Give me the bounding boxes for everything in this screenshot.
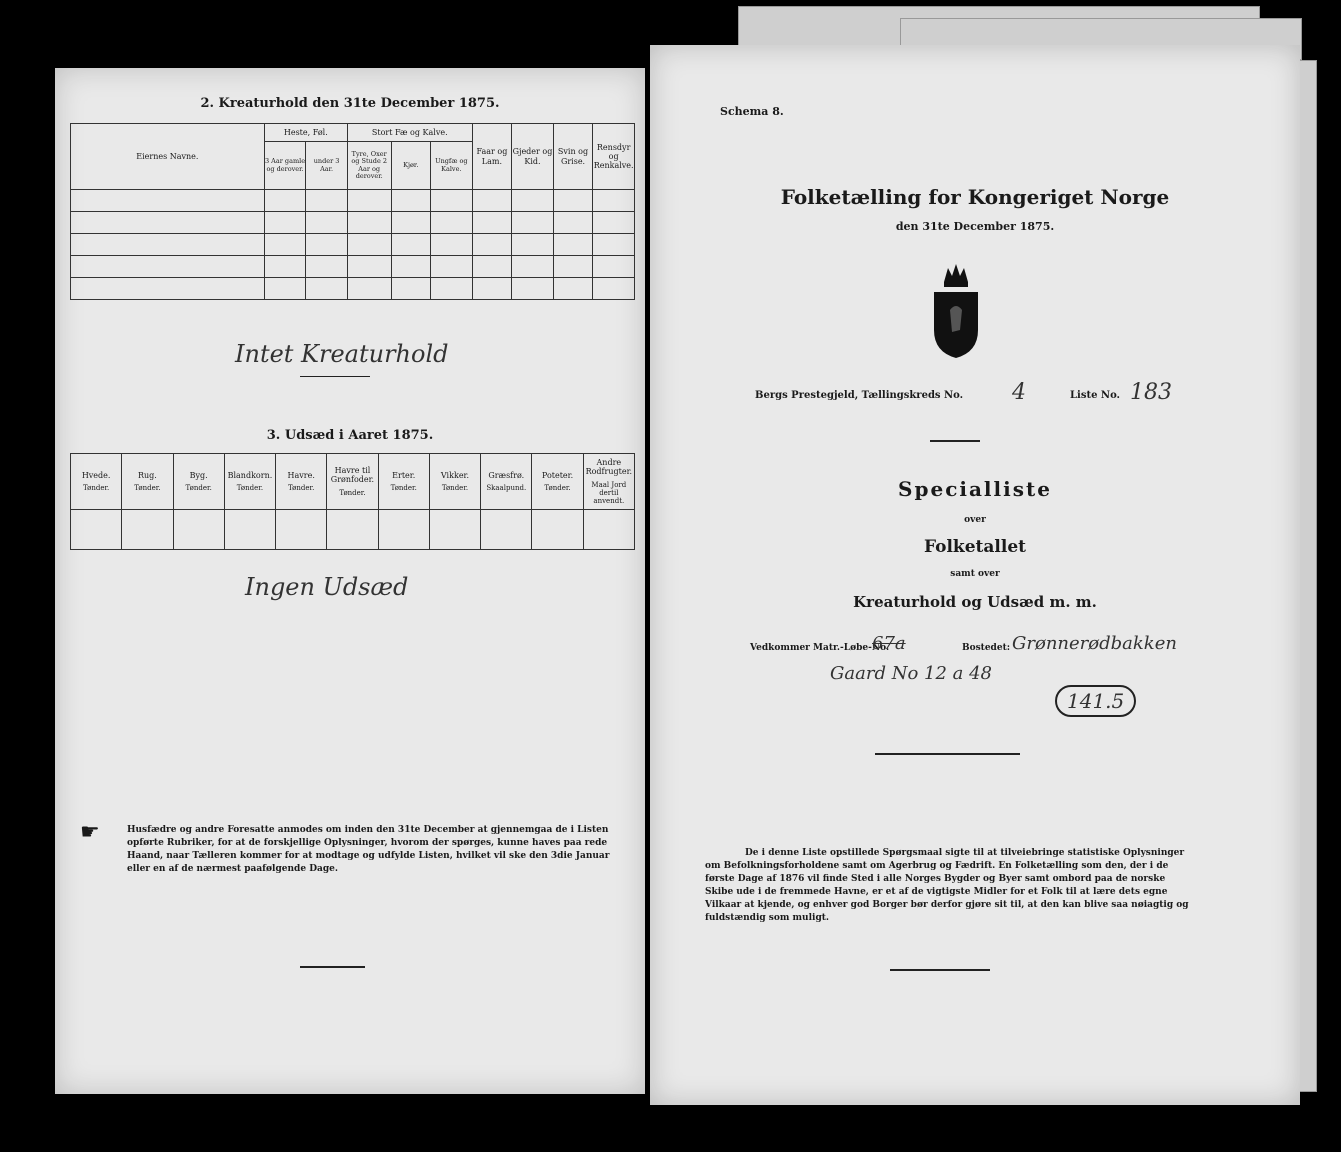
header-bulls: Tyre, Oxer og Stude 2 Aar og derover. [347,142,391,190]
kreaturhold-label: Kreaturhold og Udsæd m. m. [853,593,1097,611]
seed-header-cell [71,454,122,510]
bostedet-value: Grønnerødbakken [1012,633,1177,654]
seed-header-cell [276,454,327,510]
seed-header-cell [583,454,634,510]
household-notice: Husfædre og andre Foresatte anmodes om inden den 31te December at gjennemgaa de i Listen opførte Rubriker, for at de forskjellige Oplysninger, hvorom der spørges, kunne haves paa rede Haand, naar Tælleren kommer for at modtage og udfylde Listen, hvilket vil ske den 3die Januar eller en af de nærmest paafølgende Dage. [127,825,610,874]
seed-cell [224,510,275,550]
census-date: den 31te December 1875. [895,220,1055,233]
seed-header-cell [173,454,224,510]
table-row [71,190,635,212]
section2-title: 2. Kreaturhold den 31te December 1875. [200,96,500,111]
left-page [55,68,645,1094]
seed-cell [327,510,378,550]
header-young-cattle: Ungfæ og Kalve. [431,142,473,190]
seed-cell [276,510,327,550]
seed-header-top: Havre. [287,470,315,480]
seed-header-unit: Tønder. [390,484,417,493]
divider [300,966,365,968]
divider [875,753,1020,755]
table-row [71,278,635,300]
schema-label: Schema 8. [720,105,784,118]
handwritten-livestock: Intet Kreaturhold [235,340,449,368]
seed-header-unit: Tønder. [544,484,571,493]
pointing-hand-icon: ☛ [80,820,100,845]
seed-header-unit: Tønder. [236,484,264,493]
seed-header-cell [429,454,480,510]
seed-header-top: Blandkorn. [227,470,273,480]
divider [890,969,990,971]
section3-title: 3. Udsæd i Aaret 1875. [266,428,434,443]
samt-over-label: samt over [950,569,1000,579]
coat-of-arms-icon [930,260,982,360]
header-cattle: Stort Fæ og Kalve. [347,124,472,142]
table-row [71,256,635,278]
seed-header-unit: Skaalpund. [486,484,527,493]
seed-header-unit: Tønder. [441,484,469,493]
table-row [71,510,635,550]
divider [930,440,980,442]
over-label: over [964,515,986,525]
seed-header-unit: Tønder. [82,484,110,493]
seed-header-top: Byg. [189,470,208,480]
header-pigs: Svin og Grise. [553,124,593,190]
seed-cell [429,510,480,550]
header-sheep: Faar og Lam. [472,124,512,190]
seed-header-top: Græsfrø. [488,470,525,480]
matr-label: Vedkommer Matr.-Løbe-No. [750,643,890,653]
stamp-number: 141.5 [1055,685,1136,717]
folketallet-label: Folketallet [924,537,1026,557]
seed-header-top: Vikker. [440,470,470,480]
seed-header-cell [481,454,532,510]
seed-header-cell [532,454,583,510]
seed-cell [378,510,429,550]
divider [300,376,370,377]
seed-cell [583,510,634,550]
livestock-table [70,123,635,300]
gaard-line: Gaard No 12 a 48 [830,663,992,684]
table-row [71,234,635,256]
seed-header-top: Havre til Grønfoder. [330,466,375,485]
seed-cell [71,510,122,550]
seed-header-cell [122,454,173,510]
seed-header-row [71,454,635,510]
seed-cell [481,510,532,550]
district-value: 4 [1012,380,1026,405]
seed-header-unit: Maal Jord dertil anvendt. [591,480,627,505]
seed-header-cell [224,454,275,510]
seed-header-top: Rug. [137,470,157,480]
district-label: Bergs Prestegjeld, Tællingskreds No. [755,390,964,401]
seed-header-unit: Tønder. [288,484,315,493]
header-reindeer: Rensdyr og Renkalve. [593,124,635,190]
header-horses-young: under 3 Aar. [306,142,348,190]
seed-header-unit: Tønder. [339,488,366,497]
header-goats: Gjeder og Kid. [512,124,554,190]
list-value: 183 [1130,380,1172,405]
seed-header-cell [378,454,429,510]
header-horses-old: 3 Aar gamle og derover. [264,142,306,190]
seed-header-top: Erter. [392,470,416,480]
matr-value: 67a [872,633,906,654]
seed-table [70,453,635,550]
page-title: Folketælling for Kongeriget Norge [780,185,1170,209]
right-page [650,45,1300,1105]
table-row [71,212,635,234]
seed-cell [173,510,224,550]
header-owner: Eiernes Navne. [71,124,265,190]
seed-header-cell [327,454,378,510]
handwritten-seed: Ingen Udsæd [245,573,409,601]
seed-header-unit: Tønder. [134,484,161,493]
bostedet-label: Bostedet: [962,643,1011,653]
footer-text: De i denne Liste opstillede Spørgsmaal sigte til at tilveiebringe statistiske Oplysninger om Befolkningsforholdene samt om Agerbrug og Fædrift. En Folketælling som den, der i de første Dage af 1876 vil finde Sted i alle Norges Bygder og Byer samt ombord paa de norske Skibe ude i de fremmede Havne, er et af de vigtigste Midler for et Folk til at lære dets egne Vilkaar at kjende, og enhver god Borger bør derfor gjøre sit til, at den kan blive saa nøiagtig og fuldstændig som muligt. [705,848,1189,923]
seed-header-top: Poteter. [541,470,574,480]
header-cows: Kjør. [391,142,431,190]
header-horses: Heste, Føl. [264,124,347,142]
specialliste-title: Specialliste [898,477,1052,501]
seed-cell [532,510,583,550]
seed-header-unit: Tønder. [185,484,212,493]
list-label: Liste No. [1070,390,1121,401]
seed-header-top: Andre Rodfrugter. [585,458,633,477]
seed-header-top: Hvede. [81,470,111,480]
seed-cell [122,510,173,550]
